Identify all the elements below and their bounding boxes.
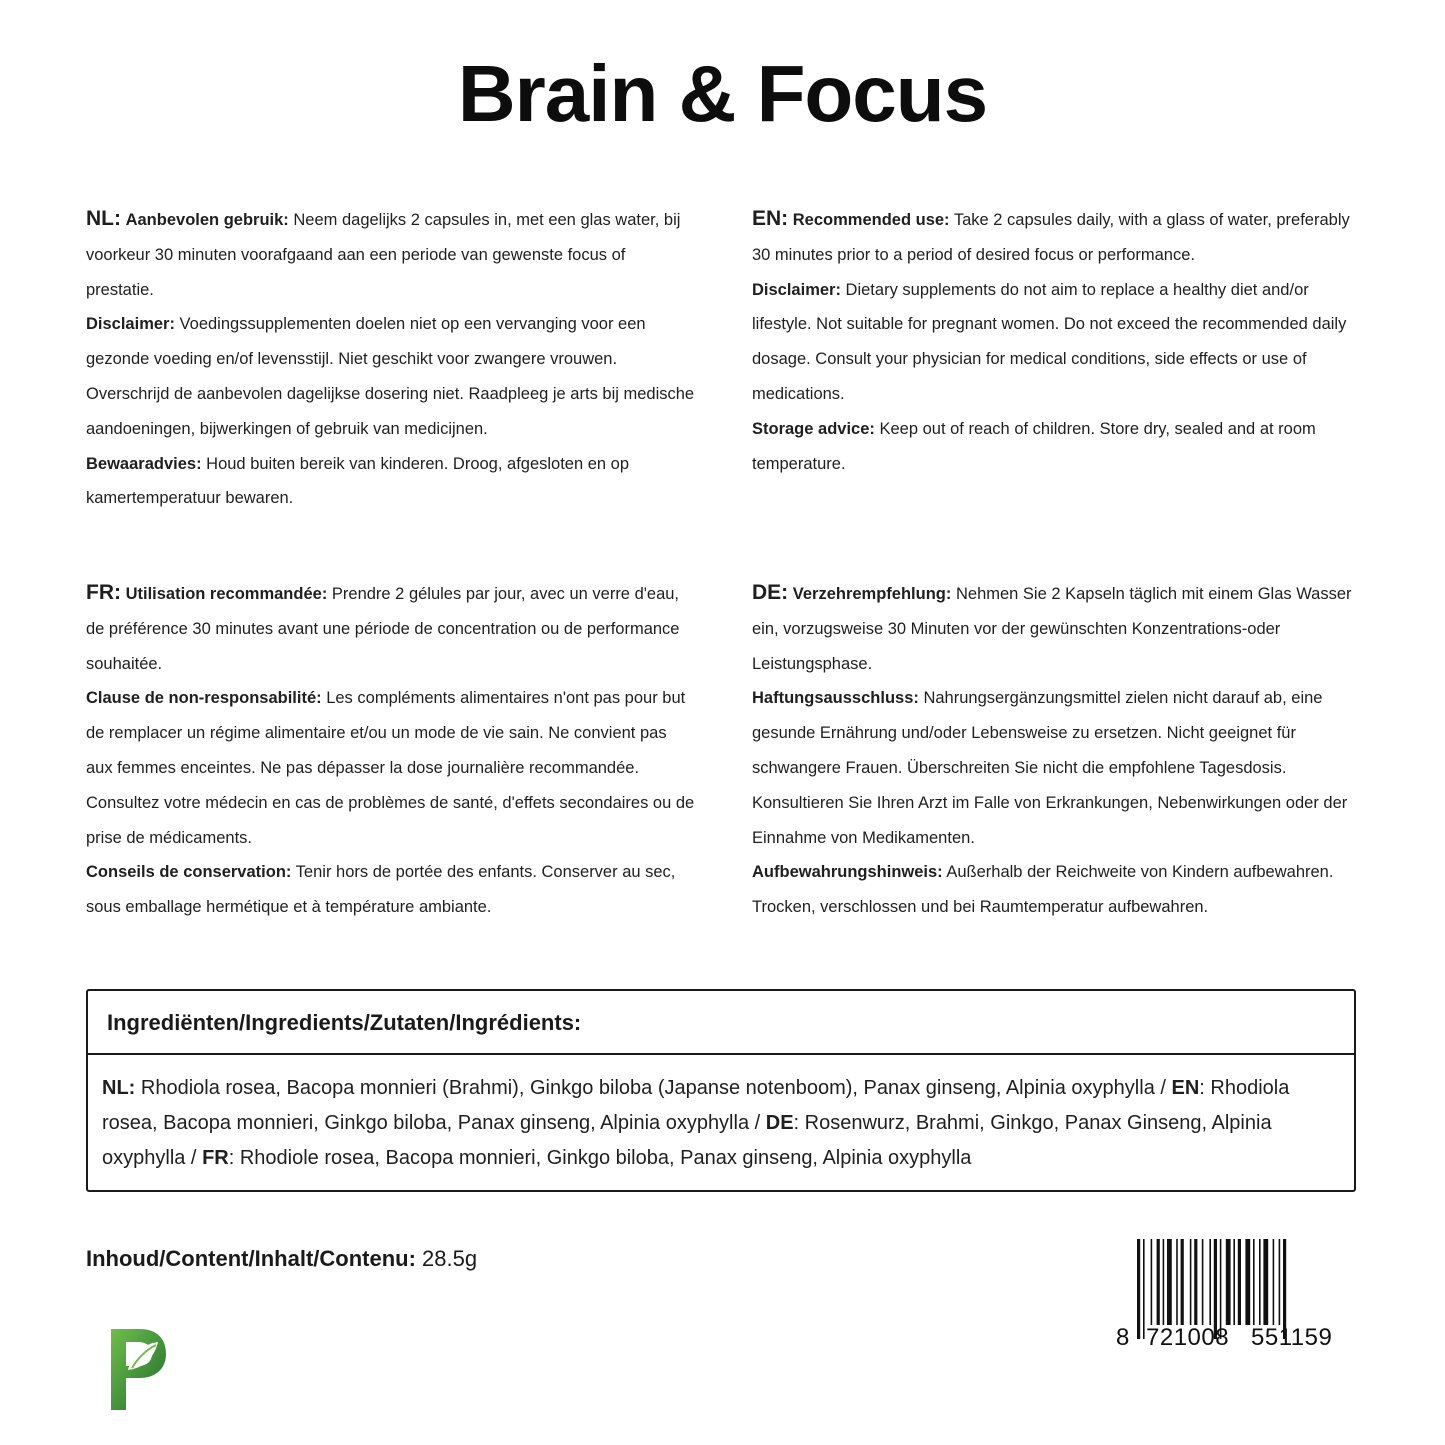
ingredients-text-de: : Rosenwurz, Brahmi, Ginkgo, Panax Ginseng, Alpinia oxyphylla /	[102, 1112, 1272, 1169]
barcode-bar	[1194, 1239, 1197, 1325]
ingredients-text-fr: : Rhodiole rosea, Bacopa monnieri, Ginkgo biloba, Panax ginseng, Alpinia oxyphylla	[228, 1147, 972, 1169]
ingredients-label-fr: FR	[202, 1147, 229, 1169]
ingredients-text-nl: Rhodiola rosea, Bacopa monnieri (Brahmi), Ginkgo biloba (Japanse notenboom), Panax ginseng, Alpinia oxyphylla /	[135, 1077, 1172, 1099]
use-text-nl: Neem dagelijks 2 capsules in, met een glas water, bij voorkeur 30 minuten voorafgaand aan een periode van gewenste focus of prestatie.	[86, 211, 681, 299]
disclaimer-text-fr: Les compléments alimentaires n'ont pas pour but de remplacer un régime alimentaire et/ou un mode de vie sain. Ne convient pas aux femmes enceintes. Ne pas dépasser la dose journalière recommandée. Consultez votre médecin en cas de problèmes de santé, d'effets secondaires ou de prise de médicaments.	[86, 689, 695, 847]
net-content-value: 28.5g	[415, 1246, 478, 1271]
barcode-left-group: 721008	[1146, 1324, 1230, 1351]
ingredients-heading: Ingrediënten/Ingredients/Zutaten/Ingrédients:	[88, 991, 1354, 1055]
barcode	[1110, 1235, 1365, 1355]
barcode-bar	[1226, 1239, 1231, 1325]
barcode-bar	[1233, 1239, 1235, 1325]
leaf-p-logo-icon	[108, 1326, 168, 1412]
use-label-en: Recommended use:	[792, 211, 950, 229]
ingredients-label-de: DE	[765, 1112, 794, 1134]
section-fr	[86, 576, 696, 925]
product-title: Brain & Focus	[457, 49, 988, 138]
use-text-en: Take 2 capsules daily, with a glass of water, preferably 30 minutes prior to a period of desired focus or performance.	[752, 211, 1350, 264]
disclaimer-label-nl: Disclaimer:	[86, 315, 175, 334]
barcode-bar	[1163, 1239, 1165, 1325]
lang-code-fr: FR:	[86, 581, 121, 604]
disclaimer-text-de: Nahrungsergänzungsmittel zielen nicht darauf ab, eine gesunde Ernährung und/oder Lebensweise zu ersetzen. Nicht geeignet für schwangere Frauen. Überschreiten Sie nicht die empfohlene Tagesdosis. Konsultieren Sie Ihren Arzt im Falle von Erkrankungen, Nebenwirkungen oder der Einnahme von Medikamenten.	[752, 689, 1348, 847]
barcode-bar	[1143, 1239, 1145, 1339]
barcode-bar	[1273, 1239, 1275, 1325]
disclaimer-text-nl: Voedingssupplementen doelen niet op een vervanging voor een gezonde voeding en/of levensstijl. Niet geschikt voor zwangere vrouwen. Overschrijd de aanbevolen dagelijkse dosering niet. Raadpleeg je arts bij medische aandoeningen, bijwerkingen of gebruik van medicijnen.	[86, 315, 695, 438]
storage-text-en: Keep out of reach of children. Store dry, sealed and at room temperature.	[752, 419, 1316, 473]
lang-code-de: DE:	[752, 581, 789, 604]
barcode-bar	[1279, 1239, 1281, 1325]
storage-label-nl: Bewaaradvies:	[86, 454, 202, 473]
use-label-nl: Aanbevolen gebruik:	[125, 211, 289, 229]
ingredients-label-nl: NL:	[102, 1077, 136, 1099]
use-label-fr: Utilisation recommandée:	[125, 585, 328, 603]
disclaimer-label-fr: Clause de non-responsabilité:	[86, 689, 322, 708]
section-nl	[86, 202, 696, 516]
ingredients-label-en: EN	[1171, 1077, 1200, 1099]
storage-text-fr: Tenir hors de portée des enfants. Conserver au sec, sous emballage hermétique et à température ambiante.	[86, 863, 676, 917]
use-text-fr: Prendre 2 gélules par jour, avec un verre d'eau, de préférence 30 minutes avant une période de concentration ou de performance souhaitée.	[86, 585, 680, 673]
section-en	[752, 202, 1362, 481]
ingredients-box	[86, 989, 1356, 1192]
storage-label-en: Storage advice:	[752, 419, 875, 438]
section-de	[752, 576, 1362, 925]
net-content-label: Inhoud/Content/Inhalt/Contenu:	[86, 1246, 416, 1271]
barcode-bar	[1238, 1239, 1241, 1325]
barcode-bar	[1245, 1239, 1250, 1325]
use-text-de: Nehmen Sie 2 Kapseln täglich mit einem Glas Wasser ein, vorzugsweise 30 Minuten vor der gewünschten Konzentrations-oder Leistungsphase.	[752, 585, 1352, 673]
barcode-first-digit: 8	[1116, 1324, 1130, 1351]
ingredients-text-en: : Rhodiola rosea, Bacopa monnieri, Ginkgo biloba, Panax ginseng, Alpinia oxyphylla /	[102, 1077, 1290, 1134]
lang-code-en: EN:	[752, 207, 789, 230]
barcode-bar	[1151, 1239, 1153, 1325]
storage-label-fr: Conseils de conservation:	[86, 863, 292, 882]
barcode-bar	[1253, 1239, 1255, 1325]
barcode-bar	[1202, 1239, 1204, 1325]
storage-text-nl: Houd buiten bereik van kinderen. Droog, afgesloten en op kamertemperatuur bewaren.	[86, 454, 630, 508]
barcode-bar	[1190, 1239, 1192, 1325]
barcode-bar	[1209, 1239, 1211, 1325]
barcode-bar	[1181, 1239, 1184, 1325]
use-label-de: Verzehrempfehlung:	[792, 585, 952, 603]
storage-text-de: Außerhalb der Reichweite von Kindern aufbewahren. Trocken, verschlossen und bei Raumtemperatur aufbewahren.	[752, 863, 1334, 917]
ingredients-list	[88, 1055, 1354, 1176]
barcode-bar	[1263, 1239, 1268, 1325]
barcode-right-group: 551159	[1251, 1324, 1333, 1351]
lang-code-nl: NL:	[86, 207, 121, 230]
barcode-bar	[1157, 1239, 1160, 1325]
storage-label-de: Aufbewahrungshinweis:	[752, 863, 943, 882]
barcode-bar	[1176, 1239, 1178, 1325]
disclaimer-label-de: Haftungsausschluss:	[752, 689, 919, 708]
disclaimer-label-en: Disclaimer:	[752, 280, 841, 299]
barcode-bar	[1259, 1239, 1261, 1325]
barcode-bar	[1167, 1239, 1172, 1325]
barcode-bar	[1137, 1239, 1140, 1339]
disclaimer-text-en: Dietary supplements do not aim to replace a healthy diet and/or lifestyle. Not suitable for pregnant women. Do not exceed the recommended daily dosage. Consult your physician for medical conditions, side effects or use of medications.	[752, 280, 1347, 403]
net-content	[86, 1242, 477, 1276]
